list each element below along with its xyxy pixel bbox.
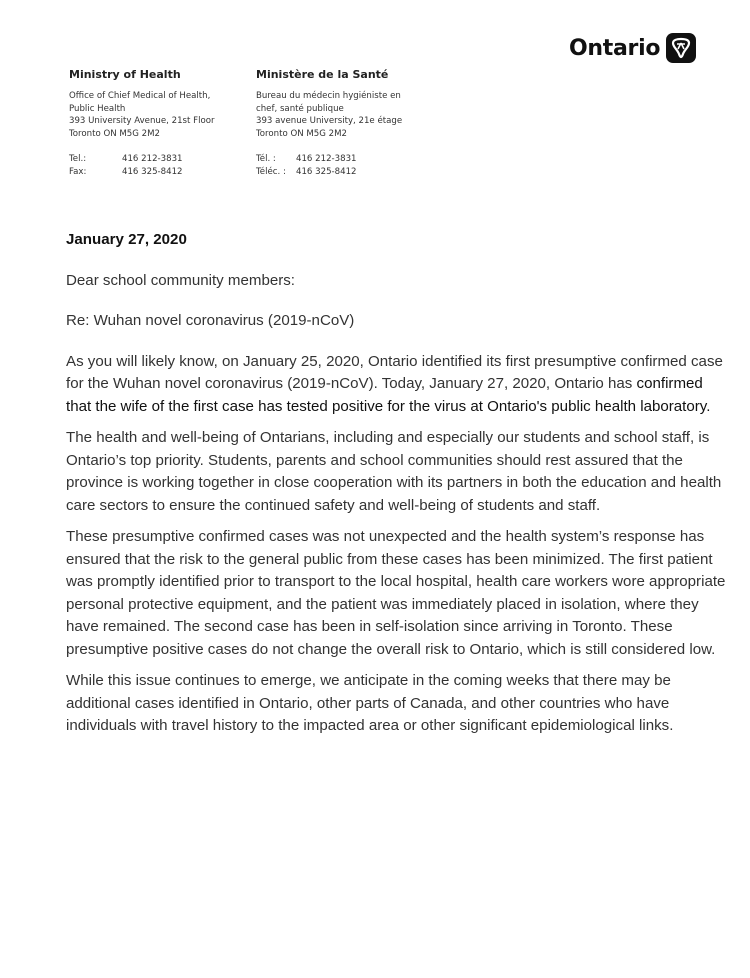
letter-date: January 27, 2020 — [66, 231, 187, 248]
phone-label: Tél. : — [256, 154, 276, 165]
logo-wordmark: Ontario — [569, 35, 661, 61]
letter-body — [66, 229, 726, 747]
contact-block-fr — [256, 153, 436, 178]
address-line: Bureau du médecin hygiéniste en — [256, 91, 401, 101]
ministry-title-en: Ministry of Health — [69, 68, 181, 81]
paragraph-1-text: As you will likely know, on January 25, 2020, Ontario identified its first presumptive confirmed case for the Wuhan novel coronavirus (2019-nCoV). Today, January 27, 2020, Ontario has — [66, 352, 723, 392]
address-line: 393 avenue University, 21e étage — [256, 116, 403, 127]
contact-block-en — [69, 153, 249, 178]
salutation: Dear school community members: — [66, 271, 295, 289]
phone-value: 416 212-3831 — [122, 154, 183, 165]
address-line: Toronto ON M5G 2M2 — [256, 128, 348, 139]
ministry-header-english — [69, 68, 249, 179]
phone-row — [69, 153, 249, 166]
trillium-icon — [666, 33, 696, 63]
paragraph-2: The health and well-being of Ontarians, including and especially our students and school staff, is Ontario’s top priority. Students, parents and school communities should rest assured that the province is working together in close cooperation with its partners in both the education and health care sectors to ensure the continued safety and well-being of students and staff. — [66, 429, 722, 514]
fax-value: 416 325-8412 — [296, 166, 357, 177]
phone-row — [256, 153, 436, 166]
fax-label: Fax: — [69, 166, 87, 177]
phone-label: Tel.: — [69, 154, 87, 165]
paragraph-1-emphasis: confirmed that the wife of the first case has tested positive for the virus at Ontario's public health laboratory. — [66, 375, 711, 415]
subject-line: Re: Wuhan novel coronavirus (2019-nCoV) — [66, 312, 355, 329]
fax-value: 416 325-8412 — [122, 166, 183, 177]
fax-row — [256, 166, 436, 179]
ministry-header-french — [256, 68, 436, 179]
fax-row — [69, 166, 249, 179]
paragraph-4: While this issue continues to emerge, we anticipate in the coming weeks that there may be additional cases identified in Ontario, other parts of Canada, and other countries who have individuals with travel history to the impacted area or other significant epidemiological links. — [66, 672, 674, 734]
address-line: chef, santé publique — [256, 103, 344, 114]
address-line: Toronto ON M5G 2M2 — [69, 128, 161, 139]
address-line: Office of Chief Medical of Health, — [69, 91, 211, 101]
phone-value: 416 212-3831 — [296, 154, 357, 165]
fax-label: Téléc. : — [256, 166, 286, 177]
ministry-title-fr: Ministère de la Santé — [256, 68, 389, 81]
paragraph-1 — [66, 351, 726, 419]
paragraph-3: These presumptive confirmed cases was not unexpected and the health system’s response has ensured that the risk to the general public from these cases has been minimized. The first patient was promptly identified prior to transport to the local hospital, health care workers wore appropriate personal protective equipment, and the patient was immediately placed in isolation, where they have remained. The second case has been in self-isolation since arriving in Toronto. These presumptive positive cases do not change the overall risk to Ontario, which is still considered low. — [66, 528, 726, 658]
ontario-logo — [569, 33, 696, 63]
address-line: Public Health — [69, 103, 126, 114]
address-line: 393 University Avenue, 21st Floor — [69, 116, 215, 127]
